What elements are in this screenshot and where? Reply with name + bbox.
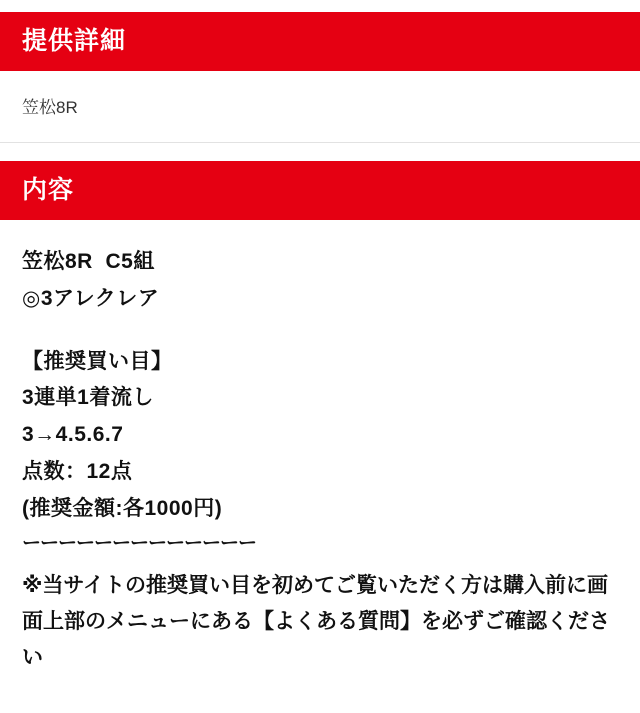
content-header: 内容 [0,161,640,220]
offer-detail-body [0,71,640,143]
content-line-recommend-title: 【推奨買い目】 [22,349,173,373]
content-line-pick: ◎3アレクレア [22,286,160,310]
content-body [0,220,640,676]
section-gap [0,143,640,161]
content-line-bet-combo: 3→4.5.6.7 [22,423,124,446]
top-spacer [0,0,640,12]
content-line-race: 笠松8R C5組 [22,250,155,273]
content-line-bet-type: 3連単1着流し [22,386,154,410]
content-line-blank [22,318,618,344]
content-note: ※当サイトの推奨買い目を初めてご覧いただく方は購入前に画面上部のメニューにある【よくある質問】を必ずご確認ください [22,574,610,670]
offer-detail-header: 提供詳細 [0,12,640,71]
content-line-bet-amount: (推奨金額:各1000円) [22,496,223,520]
race-name-text: 笠松8R [22,98,78,117]
content-divider: ーーーーーーーーーーーーー [22,533,257,555]
content-line-bet-count: 点数：12点 [22,459,133,483]
